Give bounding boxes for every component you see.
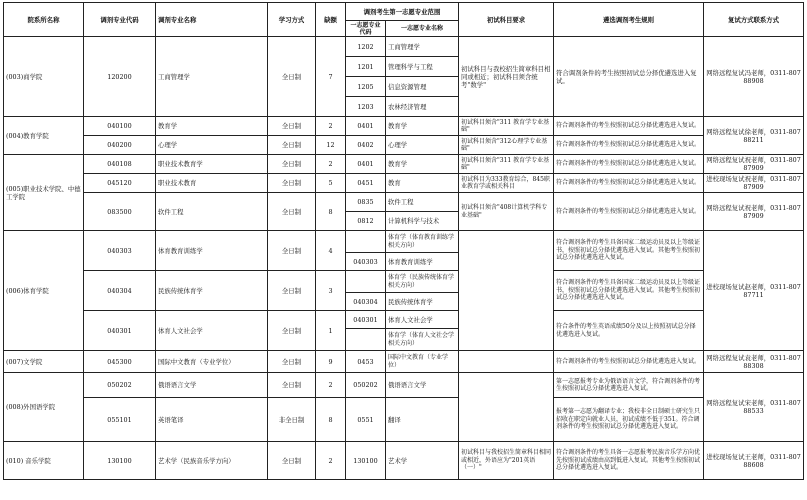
mode-cell: 全日制 <box>268 442 316 480</box>
fc-code-cell: 0451 <box>346 174 386 193</box>
exam-cell <box>459 231 554 351</box>
mode-cell: 全日制 <box>268 117 316 136</box>
header-contact: 复试方式联系方式 <box>704 3 804 37</box>
exam-cell: 初试科目须含"311 教育学专业基础" <box>459 117 554 136</box>
contact-cell: 网络远程复试宋老师，0311-80788533 <box>704 373 804 442</box>
fc-code-cell: 0812 <box>346 212 386 231</box>
fc-name-cell: 俄语语言文学 <box>386 373 459 398</box>
fc-name-cell: 心理学 <box>386 136 459 155</box>
fc-name-cell: 体育学（体育人文社会学相关方向） <box>386 329 459 351</box>
mode-cell: 非全日制 <box>268 398 316 442</box>
header-first-choice: 调剂考生第一志愿专业范围 <box>346 3 459 21</box>
contact-cell: 网络远程复试祝老师，0311-80787909 <box>704 155 804 174</box>
rule-cell: 第一志愿报考专业为俄语语言文学，符合调剂条件的考生按照初试总分择优遴选进入复试。 <box>554 373 704 398</box>
contact-cell: 进校现场复试王老师，0311-80788608 <box>704 442 804 480</box>
exam-cell: 初试科目与我校招生简章科目相同或相近；初试科目须含统考"数学" <box>459 37 554 117</box>
header-fc-code: 一志愿专业代码 <box>346 21 386 37</box>
college-cell: (005)职业技术学院、中德工学院 <box>4 155 84 231</box>
exam-cell <box>459 373 554 442</box>
mode-cell: 全日制 <box>268 311 316 351</box>
mode-cell: 全日制 <box>268 155 316 174</box>
fc-name-cell: 体育学（体育教育训练学相关方向） <box>386 231 459 253</box>
header-code: 调剂专业代码 <box>84 3 156 37</box>
fc-name-cell: 管理科学与工程 <box>386 57 459 77</box>
header-fc-name: 一志愿专业名称 <box>386 21 459 37</box>
code-cell: 130100 <box>84 442 156 480</box>
fc-code-cell: 1202 <box>346 37 386 57</box>
mode-cell: 全日制 <box>268 351 316 373</box>
table-row <box>4 193 804 212</box>
mode-cell: 全日制 <box>268 174 316 193</box>
header-quota: 缺额 <box>316 3 346 37</box>
code-cell: 040301 <box>84 311 156 351</box>
table-row <box>4 351 804 373</box>
contact-cell: 网络远程复试徐老师，0311-80788211 <box>704 117 804 155</box>
major-cell: 职业技术教育学 <box>156 155 268 174</box>
fc-code-cell: 040304 <box>346 293 386 311</box>
rule-cell: 符合调剂条件的考生按照初试总分择优遴选进入复试。 <box>554 117 704 136</box>
code-cell: 083500 <box>84 193 156 231</box>
table-row <box>4 174 804 193</box>
header-row <box>4 3 804 21</box>
table-row <box>4 155 804 174</box>
rule-cell: 符合调剂条件的考生具备一志愿报考民族音乐学方向优先按照初试成绩由高到低进入复试。其他考生按照初试总分择优遴选进入复试。 <box>554 442 704 480</box>
rule-cell: 符合条件的考生英语成绩50分及以上按照初试总分择优遴选进入复试。 <box>554 311 704 351</box>
exam-cell: 初试科目为333教育综合，845职业教育学或相关科目 <box>459 174 554 193</box>
table-row <box>4 136 804 155</box>
code-cell: 040303 <box>84 231 156 271</box>
major-cell: 软件工程 <box>156 193 268 231</box>
major-cell: 国际中文教育（专业学位） <box>156 351 268 373</box>
major-cell: 工商管理学 <box>156 37 268 117</box>
college-cell: (003)商学院 <box>4 37 84 117</box>
college-cell: (008)外国语学院 <box>4 373 84 442</box>
major-cell: 教育学 <box>156 117 268 136</box>
code-cell: 040304 <box>84 271 156 311</box>
college-cell: (010) 音乐学院 <box>4 442 84 480</box>
rule-cell: 符合调剂条件的考生按照初试总分择优遴选进入复试。 <box>554 174 704 193</box>
exam-cell: 初试科目须含"408计算机学科专业基础" <box>459 193 554 231</box>
table-row <box>4 271 804 293</box>
fc-code-cell <box>346 271 386 293</box>
contact-cell: 进校现场复试祝老师，0311-80787909 <box>704 174 804 193</box>
exam-cell <box>459 351 554 373</box>
header-college: 院系所名称 <box>4 3 84 37</box>
major-cell: 体育教育训练学 <box>156 231 268 271</box>
table-row <box>4 117 804 136</box>
fc-code-cell: 0551 <box>346 398 386 442</box>
rule-cell: 符合调剂条件的考生具备国家二级运动员及以上等级证书，按照初试总分择优遴选进入复试。其他考生按照初试总分择优遴选进入复试。 <box>554 231 704 271</box>
code-cell: 055101 <box>84 398 156 442</box>
fc-name-cell: 农林经济管理 <box>386 97 459 117</box>
fc-code-cell: 130100 <box>346 442 386 480</box>
quota-cell: 12 <box>316 136 346 155</box>
major-cell: 心理学 <box>156 136 268 155</box>
code-cell: 040100 <box>84 117 156 136</box>
code-cell: 045300 <box>84 351 156 373</box>
college-cell: (006)体育学院 <box>4 231 84 351</box>
quota-cell: 4 <box>316 231 346 271</box>
fc-name-cell: 民族传统体育学 <box>386 293 459 311</box>
fc-name-cell: 软件工程 <box>386 193 459 212</box>
table-row <box>4 311 804 329</box>
major-cell: 体育人文社会学 <box>156 311 268 351</box>
rule-cell: 符合调剂条件的考生按照初试总分择优遴选进入复试。 <box>554 136 704 155</box>
fc-name-cell: 教育学 <box>386 117 459 136</box>
mode-cell: 全日制 <box>268 193 316 231</box>
quota-cell: 2 <box>316 373 346 398</box>
rule-cell: 符合调剂条件的考生按照初试总分择优遴选进入复试。 <box>554 193 704 231</box>
quota-cell: 2 <box>316 442 346 480</box>
code-cell: 045120 <box>84 174 156 193</box>
fc-code-cell: 0402 <box>346 136 386 155</box>
fc-name-cell: 工商管理学 <box>386 37 459 57</box>
fc-name-cell: 教育学 <box>386 155 459 174</box>
fc-name-cell: 体育教育训练学 <box>386 253 459 271</box>
fc-name-cell: 翻译 <box>386 398 459 442</box>
header-exam-req: 初试科目要求 <box>459 3 554 37</box>
fc-code-cell: 0401 <box>346 155 386 174</box>
fc-code-cell: 1201 <box>346 57 386 77</box>
contact-cell: 网络远程复试祝老师，0311-80787909 <box>704 193 804 231</box>
major-cell: 俄语语言文学 <box>156 373 268 398</box>
college-cell: (007)文学院 <box>4 351 84 373</box>
fc-name-cell: 教育 <box>386 174 459 193</box>
header-major: 调剂专业名称 <box>156 3 268 37</box>
code-cell: 050202 <box>84 373 156 398</box>
header-rule: 遴选调剂考生规则 <box>554 3 704 37</box>
fc-name-cell: 体育学（民族传统体育学相关方向） <box>386 271 459 293</box>
quota-cell: 2 <box>316 117 346 136</box>
quota-cell: 2 <box>316 155 346 174</box>
fc-code-cell: 1205 <box>346 77 386 97</box>
code-cell: 040108 <box>84 155 156 174</box>
major-cell: 民族传统体育学 <box>156 271 268 311</box>
header-mode: 学习方式 <box>268 3 316 37</box>
college-cell: (004)教育学院 <box>4 117 84 155</box>
quota-cell: 7 <box>316 37 346 117</box>
table-row <box>4 231 804 253</box>
fc-name-cell: 信息资源管理 <box>386 77 459 97</box>
rule-cell: 符合调剂条件的考生按照初试总分择优遴选进入复试。 <box>554 351 704 373</box>
table-row <box>4 373 804 398</box>
rule-cell: 报考第一志愿为翻译专业；我校非全日制硕士研究生只招收在职定向就业人员，初试成绩不低于351。符合调剂条件的考生按照初试总分择优遴选进入复试。 <box>554 398 704 442</box>
fc-name-cell: 计算机科学与技术 <box>386 212 459 231</box>
mode-cell: 全日制 <box>268 37 316 117</box>
fc-code-cell <box>346 231 386 253</box>
adjustment-table <box>3 2 804 480</box>
code-cell: 120200 <box>84 37 156 117</box>
fc-code-cell: 040301 <box>346 311 386 329</box>
major-cell: 艺术学（民族音乐学方向） <box>156 442 268 480</box>
rule-cell: 符合调剂条件的考生具备国家二级运动员及以上等级证书，按照初试总分择优遴选进入复试。其他考生按照初试总分择优遴选进入复试。 <box>554 271 704 311</box>
exam-cell: 初试科目须含"311 教育学专业基础" <box>459 155 554 174</box>
mode-cell: 全日制 <box>268 231 316 271</box>
fc-code-cell: 050202 <box>346 373 386 398</box>
exam-cell: 初试科目须含"312心理学专业基础" <box>459 136 554 155</box>
major-cell: 职业技术教育 <box>156 174 268 193</box>
quota-cell: 8 <box>316 193 346 231</box>
mode-cell: 全日制 <box>268 373 316 398</box>
fc-name-cell: 国际中文教育（专业学位） <box>386 351 459 373</box>
mode-cell: 全日制 <box>268 136 316 155</box>
fc-code-cell: 0453 <box>346 351 386 373</box>
quota-cell: 8 <box>316 398 346 442</box>
fc-name-cell: 艺术学 <box>386 442 459 480</box>
fc-code-cell: 0401 <box>346 117 386 136</box>
code-cell: 040200 <box>84 136 156 155</box>
fc-code-cell: 040303 <box>346 253 386 271</box>
contact-cell: 进校现场复试赵老师，0311-80787711 <box>704 231 804 351</box>
major-cell: 英语笔译 <box>156 398 268 442</box>
table-row <box>4 442 804 480</box>
rule-cell: 符合调剂条件的考生按照初试总分择优遴选进入复试。 <box>554 155 704 174</box>
fc-name-cell: 体育人文社会学 <box>386 311 459 329</box>
mode-cell: 全日制 <box>268 271 316 311</box>
fc-code-cell: 1203 <box>346 97 386 117</box>
contact-cell: 网络远程复试冯老师，0311-80788908 <box>704 37 804 117</box>
exam-cell: 初试科目与我校招生简章科目相同或相近，外语应为"201英语（一）" <box>459 442 554 480</box>
quota-cell: 9 <box>316 351 346 373</box>
rule-cell: 符合调剂条件的考生按照初试总分择优遴选进入复试。 <box>554 37 704 117</box>
quota-cell: 3 <box>316 271 346 311</box>
contact-cell: 网络远程复试袁老师，0311-80788308 <box>704 351 804 373</box>
fc-code-cell: 0835 <box>346 193 386 212</box>
fc-code-cell <box>346 329 386 351</box>
table-row <box>4 37 804 57</box>
quota-cell: 5 <box>316 174 346 193</box>
table-row <box>4 398 804 442</box>
quota-cell: 1 <box>316 311 346 351</box>
